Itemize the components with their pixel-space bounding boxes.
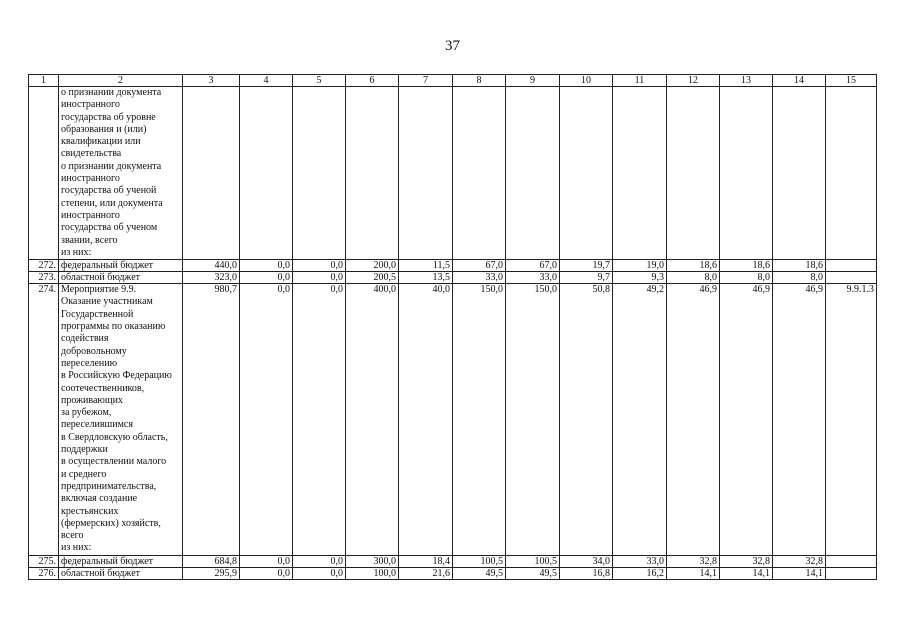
value-cell: 18,6 <box>720 260 773 272</box>
row-number: 275. <box>29 555 59 567</box>
value-cell <box>346 87 399 260</box>
column-header: 10 <box>560 75 613 87</box>
value-cell: 0,0 <box>293 555 346 567</box>
value-cell: 0,0 <box>293 284 346 556</box>
value-cell: 34,0 <box>560 555 613 567</box>
value-cell: 295,9 <box>183 567 240 579</box>
column-header: 4 <box>240 75 293 87</box>
value-cell: 19,7 <box>560 260 613 272</box>
value-cell: 684,8 <box>183 555 240 567</box>
value-cell: 100,5 <box>506 555 560 567</box>
value-cell: 0,0 <box>293 567 346 579</box>
value-cell: 14,1 <box>773 567 826 579</box>
value-cell: 11,5 <box>399 260 453 272</box>
value-cell <box>720 87 773 260</box>
value-cell <box>773 87 826 260</box>
value-cell: 0,0 <box>240 260 293 272</box>
value-cell: 32,8 <box>667 555 720 567</box>
value-cell: 50,8 <box>560 284 613 556</box>
column-header: 2 <box>59 75 183 87</box>
column-header: 8 <box>453 75 506 87</box>
value-cell: 21,6 <box>399 567 453 579</box>
value-cell: 980,7 <box>183 284 240 556</box>
target-cell <box>826 260 877 272</box>
row-name: Мероприятие 9.9. Оказание участникам Государственной программы по оказанию содействия добровольному переселению в Российскую Федерацию соотечественников, проживающих за рубежом, переселившимся в Свердловскую область, поддержки в осуществлении малого и среднего предпринимательства, включая создание крестьянских (фермерских) хозяйств, всего из них: <box>59 284 183 556</box>
value-cell: 0,0 <box>240 555 293 567</box>
value-cell: 33,0 <box>453 272 506 284</box>
value-cell: 49,5 <box>453 567 506 579</box>
target-cell <box>826 87 877 260</box>
value-cell: 46,9 <box>667 284 720 556</box>
value-cell <box>399 87 453 260</box>
value-cell: 32,8 <box>773 555 826 567</box>
value-cell: 200,0 <box>346 260 399 272</box>
value-cell <box>293 87 346 260</box>
table-row <box>29 567 877 579</box>
value-cell: 46,9 <box>720 284 773 556</box>
value-cell: 33,0 <box>506 272 560 284</box>
value-cell: 400,0 <box>346 284 399 556</box>
value-cell <box>453 87 506 260</box>
value-cell: 9,7 <box>560 272 613 284</box>
value-cell: 0,0 <box>293 272 346 284</box>
row-name: областной бюджет <box>59 272 183 284</box>
row-name: областной бюджет <box>59 567 183 579</box>
value-cell: 440,0 <box>183 260 240 272</box>
value-cell: 46,9 <box>773 284 826 556</box>
column-header: 11 <box>613 75 667 87</box>
value-cell <box>506 87 560 260</box>
value-cell: 323,0 <box>183 272 240 284</box>
value-cell: 18,6 <box>667 260 720 272</box>
value-cell <box>667 87 720 260</box>
value-cell: 0,0 <box>240 567 293 579</box>
row-number: 273. <box>29 272 59 284</box>
target-cell <box>826 567 877 579</box>
row-number: 274. <box>29 284 59 556</box>
column-header: 12 <box>667 75 720 87</box>
column-header: 13 <box>720 75 773 87</box>
value-cell <box>560 87 613 260</box>
value-cell: 0,0 <box>240 272 293 284</box>
value-cell: 67,0 <box>453 260 506 272</box>
column-header: 7 <box>399 75 453 87</box>
table-row <box>29 555 877 567</box>
value-cell: 100,0 <box>346 567 399 579</box>
value-cell: 14,1 <box>720 567 773 579</box>
table-row <box>29 260 877 272</box>
column-header: 3 <box>183 75 240 87</box>
value-cell: 16,8 <box>560 567 613 579</box>
target-cell <box>826 555 877 567</box>
table-row <box>29 284 877 556</box>
row-name: федеральный бюджет <box>59 555 183 567</box>
page-number: 37 <box>445 38 460 54</box>
value-cell: 8,0 <box>667 272 720 284</box>
column-header: 9 <box>506 75 560 87</box>
value-cell: 150,0 <box>453 284 506 556</box>
value-cell: 13,5 <box>399 272 453 284</box>
value-cell: 200,5 <box>346 272 399 284</box>
value-cell <box>613 87 667 260</box>
column-header: 1 <box>29 75 59 87</box>
column-header: 5 <box>293 75 346 87</box>
value-cell: 18,6 <box>773 260 826 272</box>
value-cell: 49,5 <box>506 567 560 579</box>
value-cell: 40,0 <box>399 284 453 556</box>
value-cell: 8,0 <box>720 272 773 284</box>
value-cell: 9,3 <box>613 272 667 284</box>
value-cell: 100,5 <box>453 555 506 567</box>
value-cell: 0,0 <box>240 284 293 556</box>
value-cell: 32,8 <box>720 555 773 567</box>
row-number: 276. <box>29 567 59 579</box>
row-number <box>29 87 59 260</box>
value-cell: 0,0 <box>293 260 346 272</box>
target-cell: 9.9.1.3 <box>826 284 877 556</box>
value-cell <box>183 87 240 260</box>
value-cell: 19,0 <box>613 260 667 272</box>
value-cell: 49,2 <box>613 284 667 556</box>
value-cell: 150,0 <box>506 284 560 556</box>
table-row <box>29 87 877 260</box>
table-row <box>29 272 877 284</box>
column-header: 15 <box>826 75 877 87</box>
value-cell: 300,0 <box>346 555 399 567</box>
row-number: 272. <box>29 260 59 272</box>
value-cell <box>240 87 293 260</box>
value-cell: 67,0 <box>506 260 560 272</box>
value-cell: 14,1 <box>667 567 720 579</box>
value-cell: 33,0 <box>613 555 667 567</box>
column-numbers-row <box>29 75 877 87</box>
column-header: 6 <box>346 75 399 87</box>
target-cell <box>826 272 877 284</box>
row-name: федеральный бюджет <box>59 260 183 272</box>
column-header: 14 <box>773 75 826 87</box>
value-cell: 16,2 <box>613 567 667 579</box>
row-name: о признании документа иностранного государства об уровне образования и (или) квалификации или свидетельства о признании документа иностранного государства об ученой степени, или документа иностранного государства об ученом звании, всего из них: <box>59 87 183 260</box>
value-cell: 8,0 <box>773 272 826 284</box>
budget-table <box>28 74 877 580</box>
value-cell: 18,4 <box>399 555 453 567</box>
